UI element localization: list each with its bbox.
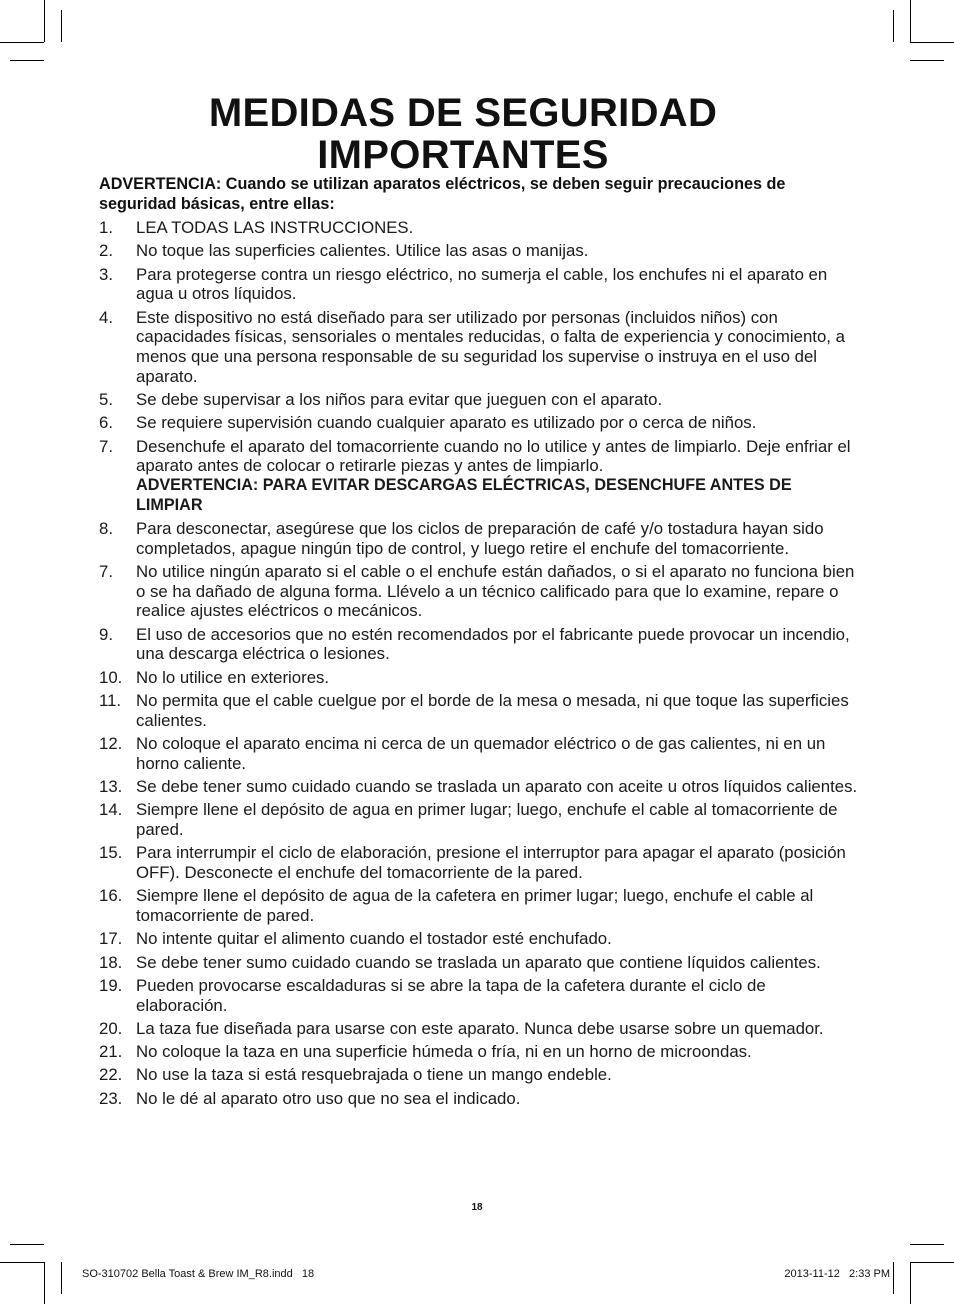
page-title — [0, 92, 926, 176]
item-text: No permita que el cable cuelgue por el borde de la mesa o mesada, ni que toque las superficies calientes. — [136, 691, 849, 730]
item-text: No le dé al aparato otro uso que no sea el indicado. — [136, 1088, 521, 1108]
item-text: No intente quitar el alimento cuando el tostador esté enchufado. — [136, 929, 612, 949]
item-text: No utilice ningún aparato si el cable o el enchufe están dañados, o si el aparato no funciona bien o se ha dañado de alguna forma. Llévelo a un técnico calificado para que lo examine, repare o realice ajustes eléctricos o mecánicos. — [136, 562, 855, 621]
page-number: 18 — [471, 1202, 483, 1213]
item-number: 14. — [99, 800, 123, 820]
item-number: 15. — [99, 843, 123, 863]
list-item — [99, 413, 859, 433]
item-text: Este dispositivo no está diseñado para ser utilizado por personas (incluidos niños) con capacidades físicas, sensoriales o mentales reducidas, o falta de experiencia y conocimiento, a menos que una persona responsable de su seguridad los supervise o instruya en el uso del aparato. — [136, 307, 845, 386]
item-text: Se debe supervisar a los niños para evitar que jueguen con el aparato. — [136, 390, 663, 409]
item-number: 7. — [99, 562, 113, 581]
file-slug: SO-310702 Bella Toast & Brew IM_R8.indd 18 — [82, 1268, 315, 1280]
item-number: 16. — [99, 886, 123, 906]
item-text: No lo utilice en exteriores. — [136, 667, 330, 687]
crop-mark — [61, 1262, 62, 1294]
item-text: Se requiere supervisión cuando cualquier aparato es utilizado por o cerca de niños. — [136, 413, 757, 433]
item-number: 5. — [99, 390, 113, 409]
item-number: 3. — [99, 264, 113, 284]
item-number: 10. — [99, 667, 123, 687]
intro-warning: ADVERTENCIA: Cuando se utilizan aparatos eléctricos, se deben seguir precauciones de seguridad básicas, entre ellas: — [99, 175, 786, 213]
crop-mark — [893, 1262, 894, 1294]
item-number: 19. — [99, 975, 123, 995]
item-text: Para protegerse contra un riesgo eléctrico, no sumerja el cable, los enchufes ni el aparato en agua u otros líquidos. — [136, 264, 828, 304]
crop-mark — [44, 1262, 45, 1304]
list-item — [99, 668, 859, 688]
item-number: 23. — [99, 1088, 123, 1108]
item-number: 1. — [99, 218, 113, 237]
list-item — [99, 886, 859, 925]
item-text: Siempre llene el depósito de agua en primer lugar; luego, enchufe el cable al tomacorriente de pared. — [136, 800, 838, 839]
item-number: 21. — [99, 1042, 123, 1062]
crop-mark — [910, 1262, 911, 1304]
item-text: Para desconectar, asegúrese que los ciclos de preparación de café y/o tostadura hayan sido completados, apague ningún tipo de control, y luego retire el enchufe del tomacorriente. — [136, 519, 824, 558]
crop-mark — [61, 10, 62, 42]
list-item — [99, 976, 859, 1015]
item-number: 17. — [99, 929, 123, 949]
list-item — [99, 929, 859, 949]
item-number: 2. — [99, 241, 113, 261]
list-item — [99, 265, 859, 304]
item-text: Para interrumpir el ciclo de elaboración, presione el interruptor para apagar el aparato (posición OFF). Desconecte el enchufe del tomacorriente de la pared. — [136, 843, 846, 882]
list-item — [99, 625, 859, 664]
date-slug: 2013-11-12 2:33 PM — [784, 1268, 890, 1280]
item-text: Siempre llene el depósito de agua de la cafetera en primer lugar; luego, enchufe el cable al tomacorriente de pared. — [136, 886, 814, 925]
item-text: Se debe tener sumo cuidado cuando se traslada un aparato que contiene líquidos calientes. — [136, 952, 821, 972]
crop-mark — [10, 1244, 44, 1245]
crop-mark — [44, 0, 45, 42]
list-item — [99, 777, 859, 797]
list-item — [99, 308, 859, 387]
item-number: 9. — [99, 624, 113, 644]
list-item — [99, 1065, 859, 1085]
list-item — [99, 218, 859, 238]
item-text: El uso de accesorios que no estén recomendados por el fabricante puede provocar un incendio, una descarga eléctrica o lesiones. — [136, 624, 850, 664]
item-text: LEA TODAS LAS INSTRUCCIONES. — [136, 218, 414, 237]
item-number: 6. — [99, 413, 113, 433]
list-item — [99, 1089, 859, 1109]
crop-mark — [893, 10, 894, 42]
crop-mark — [910, 60, 944, 61]
item-text: No use la taza si está resquebrajada o tiene un mango endeble. — [136, 1065, 612, 1085]
item-text: La taza fue diseñada para usarse con este aparato. Nunca debe usarse sobre un quemador. — [136, 1018, 824, 1038]
list-item — [99, 562, 859, 621]
item-number: 4. — [99, 307, 113, 327]
list-item — [99, 953, 859, 973]
list-item — [99, 734, 859, 773]
item-number: 18. — [99, 952, 123, 972]
title-line-2: IMPORTANTES — [317, 133, 609, 177]
item-number: 20. — [99, 1018, 123, 1038]
crop-mark — [910, 1262, 954, 1263]
list-item — [99, 800, 859, 839]
list-item — [99, 1019, 859, 1039]
item-number: 8. — [99, 519, 113, 538]
safety-instructions-list — [99, 218, 859, 1112]
item-number: 11. — [99, 691, 122, 710]
title-line-1: MEDIDAS DE SEGURIDAD — [208, 91, 718, 135]
item-number: 13. — [99, 777, 123, 796]
crop-mark — [910, 0, 911, 42]
item-number: 7. — [99, 436, 113, 456]
crop-mark — [0, 1262, 44, 1263]
crop-mark — [0, 42, 44, 43]
list-item — [99, 1042, 859, 1062]
item-warning: ADVERTENCIA: PARA EVITAR DESCARGAS ELÉCTRICAS, DESENCHUFE ANTES DE LIMPIAR — [136, 476, 792, 514]
item-text: No coloque la taza en una superficie húmeda o fría, ni en un horno de microondas. — [136, 1042, 752, 1062]
list-item — [99, 390, 859, 410]
crop-mark — [910, 42, 954, 43]
list-item — [99, 437, 859, 516]
item-text: Se debe tener sumo cuidado cuando se traslada un aparato con aceite u otros líquidos calientes. — [136, 777, 858, 796]
list-item — [99, 691, 859, 730]
item-number: 22. — [99, 1065, 123, 1085]
item-text: Desenchufe el aparato del tomacorriente cuando no lo utilice y antes de limpiarlo. Deje enfriar el aparato antes de colocar o retirarle piezas y antes de limpiarlo. — [136, 436, 851, 476]
item-number: 12. — [99, 734, 123, 753]
item-text: Pueden provocarse escaldaduras si se abre la tapa de la cafetera durante el ciclo de elaboración. — [136, 975, 766, 1015]
item-text: No coloque el aparato encima ni cerca de un quemador eléctrico o de gas calientes, ni en un horno caliente. — [136, 734, 826, 773]
list-item — [99, 519, 859, 558]
list-item — [99, 241, 859, 261]
crop-mark — [10, 60, 44, 61]
crop-mark — [910, 1244, 944, 1245]
item-text: No toque las superficies calientes. Utilice las asas o manijas. — [136, 241, 589, 261]
list-item — [99, 843, 859, 882]
